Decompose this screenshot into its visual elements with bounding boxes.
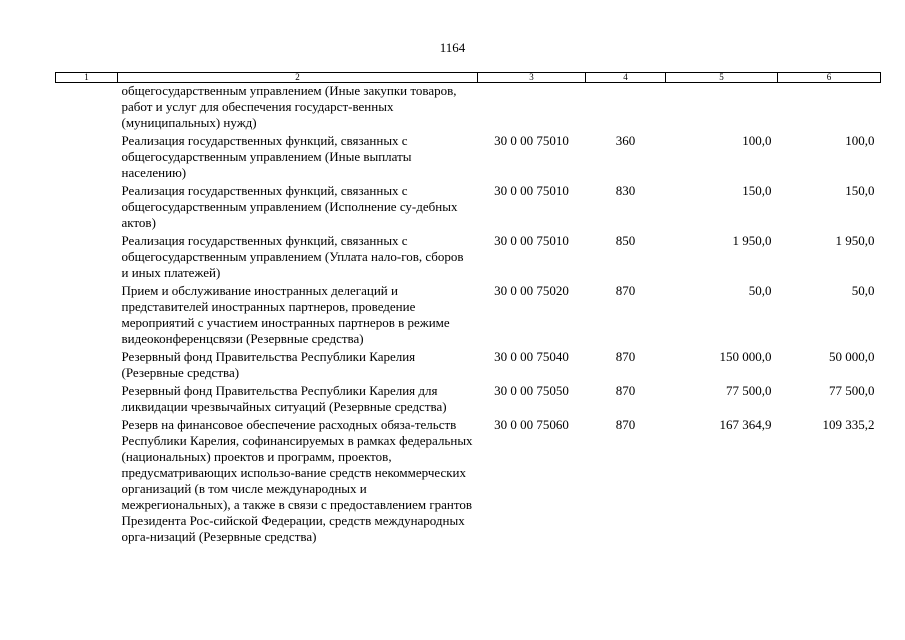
target-article-code: 30 0 00 75050: [494, 383, 569, 398]
table-row: [56, 349, 881, 383]
row-index-cell: [56, 133, 118, 183]
amount-year-1: 150,0: [742, 183, 772, 198]
amount-year-2: 50,0: [851, 283, 875, 298]
target-article-code: 30 0 00 75020: [494, 283, 569, 298]
target-article-code: 30 0 00 75010: [494, 133, 569, 148]
expense-name: Резерв на финансовое обеспечение расходных обяза-тельств Республики Карелия, софинансируемых в рамках федеральных (национальных) проектов и программ, проектов, предусматривающих использо-вание средств некоммерческих организаций (в том числе международных и межрегиональных), а также в связи с предоставлением грантов Президента Рос-сийской Федерации, средств международных орга-низаций (Резервные средства): [121, 417, 473, 544]
table-row: [56, 417, 881, 547]
expense-type-code: [586, 83, 666, 134]
expense-type-code: 870: [615, 349, 636, 364]
table-row: [56, 233, 881, 283]
amount-year-1: 167 364,9: [719, 417, 772, 432]
amount-year-2: 109 335,2: [822, 417, 875, 432]
amount-year-2: 100,0: [845, 133, 875, 148]
column-number-6: 6: [778, 73, 881, 83]
expense-type-code: 870: [615, 383, 636, 398]
expense-name: Реализация государственных функций, связанных с общегосударственным управлением (Уплата нало-гов, сборов и иных платежей): [121, 233, 464, 280]
target-article-code: 30 0 00 75040: [494, 349, 569, 364]
column-number-4: 4: [586, 73, 666, 83]
expense-name: Резервный фонд Правительства Республики Карелия для ликвидации чрезвычайных ситуаций (Резервные средства): [121, 383, 447, 414]
table-body: [56, 83, 881, 548]
expense-type-code: 870: [615, 417, 636, 432]
table-row: [56, 283, 881, 349]
table-row: [56, 83, 881, 134]
expense-name: Резервный фонд Правительства Республики Карелия (Резервные средства): [121, 349, 416, 380]
expense-name: Реализация государственных функций, связанных с общегосударственным управлением (Исполнение су-дебных актов): [121, 183, 458, 230]
row-index-cell: [56, 283, 118, 349]
column-number-2: 2: [118, 73, 478, 83]
expense-name: общегосударственным управлением (Иные закупки товаров, работ и услуг для обеспечения государст-венных (муниципальных) нужд): [121, 83, 457, 130]
page-number: 1164: [439, 40, 466, 55]
amount-year-1: 100,0: [742, 133, 772, 148]
column-number-1: 1: [56, 73, 118, 83]
target-article-code: 30 0 00 75010: [494, 183, 569, 198]
column-number-3: 3: [478, 73, 586, 83]
expense-name: Прием и обслуживание иностранных делегаций и представителей иностранных партнеров, проведение мероприятий с участием иностранных партнеров в режиме видеоконференцсвязи (Резервные средства): [121, 283, 450, 346]
budget-table: [55, 72, 881, 547]
header-row: [56, 73, 881, 83]
target-article-code: 30 0 00 75060: [494, 417, 569, 432]
expense-type-code: 360: [615, 133, 636, 148]
table-header: [56, 73, 881, 83]
row-index-cell: [56, 183, 118, 233]
expense-type-code: 850: [615, 233, 636, 248]
amount-year-2: 50 000,0: [829, 349, 875, 364]
target-article-code: 30 0 00 75010: [494, 233, 569, 248]
amount-year-1: 77 500,0: [726, 383, 772, 398]
table-row: [56, 183, 881, 233]
row-index-cell: [56, 83, 118, 134]
amount-year-1: [666, 83, 778, 134]
expense-name: Реализация государственных функций, связанных с общегосударственным управлением (Иные выплаты населению): [121, 133, 412, 180]
amount-year-2: 77 500,0: [829, 383, 875, 398]
amount-year-2: 1 950,0: [835, 233, 875, 248]
amount-year-2: [778, 83, 881, 134]
row-index-cell: [56, 233, 118, 283]
expense-type-code: 870: [615, 283, 636, 298]
amount-year-2: 150,0: [845, 183, 875, 198]
amount-year-1: 50,0: [748, 283, 772, 298]
table-row: [56, 133, 881, 183]
column-number-5: 5: [666, 73, 778, 83]
target-article-code: [478, 83, 586, 134]
table-row: [56, 383, 881, 417]
row-index-cell: [56, 383, 118, 417]
row-index-cell: [56, 349, 118, 383]
row-index-cell: [56, 417, 118, 547]
amount-year-1: 1 950,0: [732, 233, 772, 248]
amount-year-1: 150 000,0: [719, 349, 772, 364]
expense-type-code: 830: [615, 183, 636, 198]
